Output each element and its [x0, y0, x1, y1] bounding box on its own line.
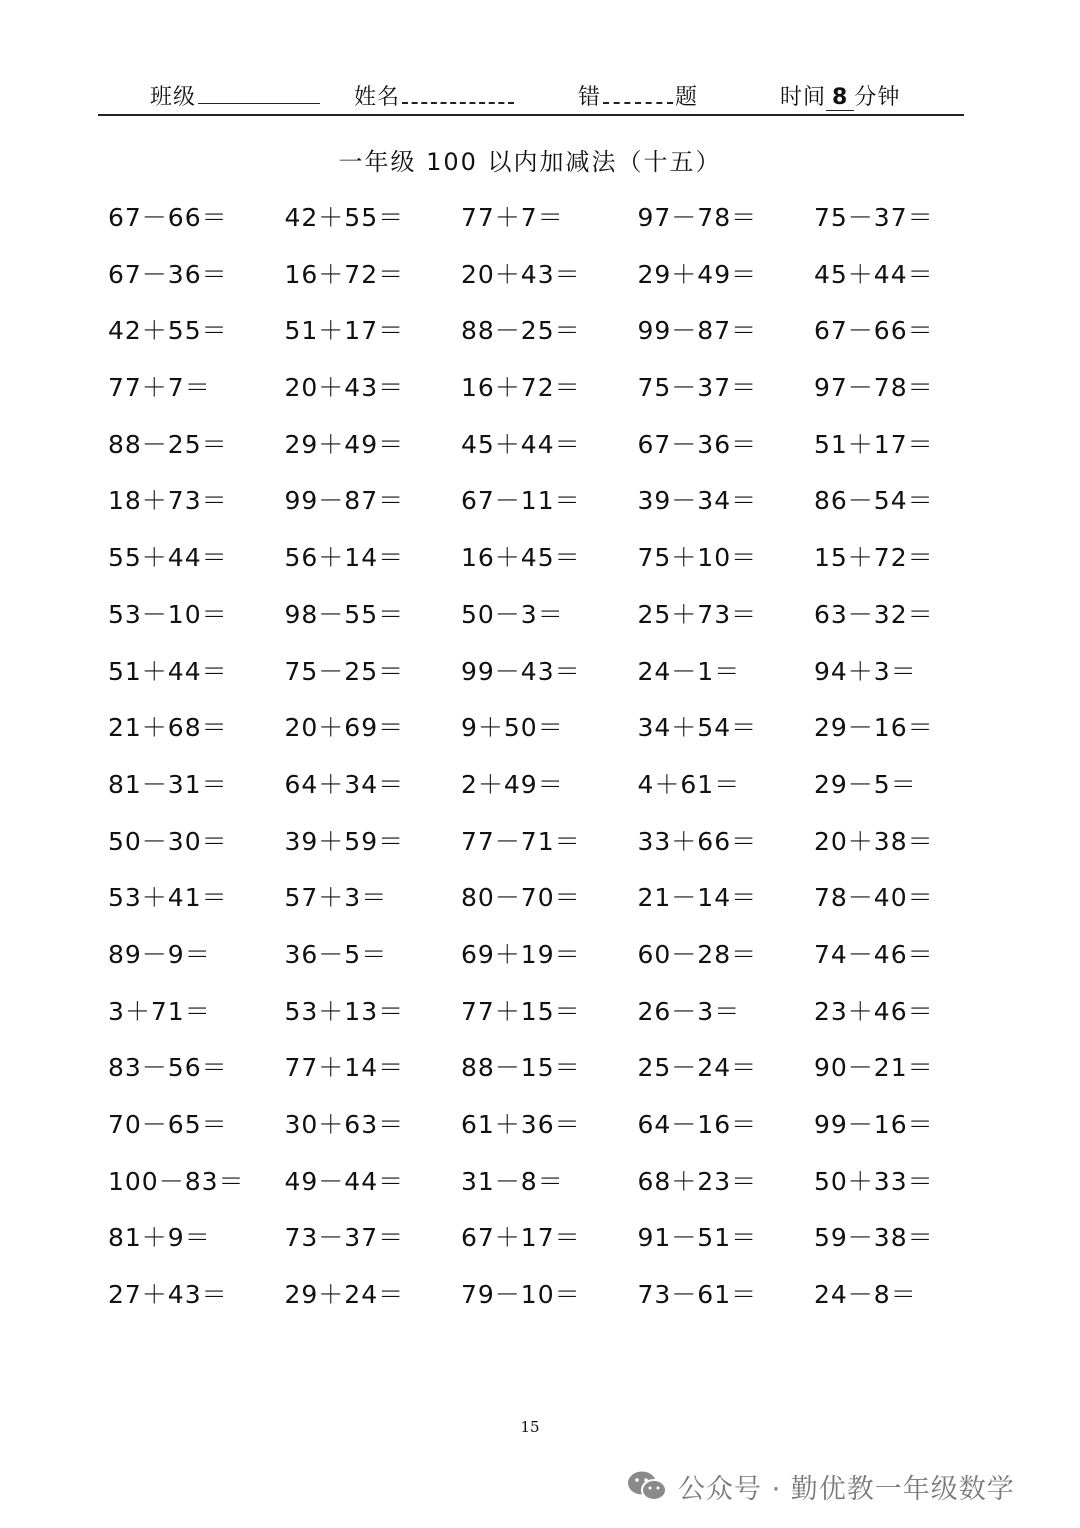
- problem-item: 67－11＝: [461, 486, 581, 516]
- problem-item: 45＋44＝: [814, 259, 934, 289]
- problem-item: 16＋72＝: [284, 259, 405, 289]
- problem-row: [108, 765, 988, 822]
- problem-item: 53＋41＝: [108, 883, 228, 913]
- class-blank: [198, 83, 320, 104]
- problem-item: 31－8＝: [461, 1166, 564, 1196]
- problem-item: 67－66＝: [814, 316, 934, 346]
- problem-item: 60－28＝: [637, 939, 758, 969]
- problem-item: 100－83＝: [108, 1166, 245, 1196]
- problem-item: 78－40＝: [814, 883, 934, 913]
- problem-item: 29＋49＝: [637, 259, 758, 289]
- wrong-blank: [603, 82, 673, 104]
- problem-row: [108, 1105, 988, 1162]
- name-label: 姓名: [354, 85, 401, 110]
- time-label: 时间: [780, 85, 827, 110]
- problem-item: 51＋44＝: [108, 656, 228, 686]
- problem-item: 97－78＝: [814, 373, 934, 403]
- problem-item: 94＋3＝: [814, 656, 917, 686]
- problem-row: [108, 538, 988, 595]
- problem-row: [108, 481, 988, 538]
- problem-item: 91－51＝: [637, 1223, 758, 1253]
- problem-item: 42＋55＝: [284, 203, 405, 232]
- problem-item: 90－21＝: [814, 1053, 934, 1083]
- time-field: [780, 80, 900, 111]
- problem-item: 50－3＝: [461, 599, 564, 629]
- problem-item: 29＋49＝: [284, 429, 405, 459]
- problem-item: 30＋63＝: [284, 1110, 405, 1139]
- problem-row: [108, 708, 988, 765]
- watermark: [626, 1466, 1015, 1506]
- problem-row: [108, 992, 988, 1049]
- problem-grid: [108, 198, 988, 1332]
- problem-row: [108, 878, 988, 935]
- problem-item: 68＋23＝: [637, 1166, 758, 1196]
- problem-item: 67－66＝: [108, 203, 228, 232]
- name-field: [354, 80, 516, 111]
- problem-row: [108, 311, 988, 368]
- problem-item: 45＋44＝: [461, 429, 581, 459]
- problem-item: 99－16＝: [814, 1110, 934, 1139]
- problem-item: 25＋73＝: [637, 599, 758, 629]
- problem-row: [108, 198, 988, 255]
- problem-item: 99－87＝: [284, 486, 405, 516]
- wrong-label: 错: [578, 85, 602, 110]
- problem-item: 74－46＝: [814, 939, 934, 969]
- problem-item: 67－36＝: [108, 259, 228, 289]
- problem-item: 99－43＝: [461, 656, 581, 686]
- question-label: 题: [675, 85, 699, 110]
- problem-item: 50－30＝: [108, 826, 228, 856]
- problem-row: [108, 1218, 988, 1275]
- problem-item: 88－15＝: [461, 1053, 581, 1083]
- problem-item: 33＋66＝: [637, 826, 758, 856]
- problem-item: 27＋43＝: [108, 1280, 228, 1310]
- problem-item: 49－44＝: [284, 1166, 405, 1196]
- problem-item: 20＋69＝: [284, 713, 405, 743]
- class-label: 班级: [150, 85, 197, 110]
- problem-item: 42＋55＝: [108, 316, 228, 346]
- problem-item: 67＋17＝: [461, 1223, 581, 1253]
- name-blank: [402, 82, 514, 104]
- page-number: 15: [520, 1418, 540, 1436]
- problem-item: 20＋38＝: [814, 826, 934, 856]
- problem-item: 16＋45＝: [461, 543, 581, 573]
- problem-item: 29＋24＝: [284, 1280, 405, 1310]
- problem-item: 97－78＝: [637, 203, 758, 232]
- problem-item: 98－55＝: [284, 599, 405, 629]
- problem-item: 67－36＝: [637, 429, 758, 459]
- problem-item: 75－25＝: [284, 656, 405, 686]
- problem-item: 21＋68＝: [108, 713, 228, 743]
- problem-item: 70－65＝: [108, 1110, 228, 1139]
- problem-item: 15＋72＝: [814, 543, 934, 573]
- problem-item: 75－37＝: [637, 373, 758, 403]
- problem-row: [108, 425, 988, 482]
- problem-item: 75－37＝: [814, 203, 934, 232]
- problem-row: [108, 1048, 988, 1105]
- problem-item: 77＋14＝: [284, 1053, 405, 1083]
- problem-item: 23＋46＝: [814, 996, 934, 1026]
- wrong-field: [578, 80, 698, 111]
- problem-item: 29－5＝: [814, 769, 917, 799]
- problem-item: 79－10＝: [461, 1280, 581, 1310]
- problem-item: 51＋17＝: [814, 429, 934, 459]
- problem-item: 24－8＝: [814, 1280, 917, 1310]
- problem-item: 77＋7＝: [108, 373, 211, 403]
- problem-item: 75＋10＝: [637, 543, 758, 573]
- problem-item: 86－54＝: [814, 486, 934, 516]
- problem-item: 59－38＝: [814, 1223, 934, 1253]
- problem-item: 61＋36＝: [461, 1110, 581, 1139]
- problem-item: 73－37＝: [284, 1223, 405, 1253]
- problem-item: 56＋14＝: [284, 543, 405, 573]
- problem-row: [108, 1162, 988, 1219]
- problem-item: 83－56＝: [108, 1053, 228, 1083]
- watermark-text: 公众号 · 勤优教一年级数学: [678, 1473, 1015, 1505]
- problem-item: 73－61＝: [637, 1280, 758, 1310]
- problem-item: 26－3＝: [637, 996, 741, 1026]
- problem-item: 3＋71＝: [108, 996, 211, 1026]
- problem-item: 29－16＝: [814, 713, 934, 743]
- problem-item: 81＋9＝: [108, 1223, 211, 1253]
- problem-row: [108, 255, 988, 312]
- problem-item: 4＋61＝: [637, 769, 741, 799]
- problem-row: [108, 595, 988, 652]
- problem-item: 99－87＝: [637, 316, 758, 346]
- problem-item: 55＋44＝: [108, 543, 228, 573]
- problem-item: 63－32＝: [814, 599, 934, 629]
- problem-item: 64－16＝: [637, 1110, 758, 1139]
- problem-item: 16＋72＝: [461, 373, 581, 403]
- problem-item: 20＋43＝: [461, 259, 581, 289]
- problem-item: 39＋59＝: [284, 826, 405, 856]
- time-value: 8: [826, 85, 854, 111]
- problem-item: 77＋7＝: [461, 203, 564, 232]
- problem-row: [108, 652, 988, 709]
- problem-item: 18＋73＝: [108, 486, 228, 516]
- problem-item: 77－71＝: [461, 826, 581, 856]
- problem-item: 57＋3＝: [284, 883, 388, 913]
- problem-item: 36－5＝: [284, 939, 388, 969]
- wechat-icon: [626, 1469, 668, 1503]
- problem-item: 69＋19＝: [461, 939, 581, 969]
- problem-item: 34＋54＝: [637, 713, 758, 743]
- problem-row: [108, 1275, 988, 1332]
- worksheet-header: [98, 78, 964, 116]
- problem-item: 24－1＝: [637, 656, 741, 686]
- problem-item: 88－25＝: [461, 316, 581, 346]
- problem-item: 53＋13＝: [284, 996, 405, 1026]
- problem-item: 50＋33＝: [814, 1166, 934, 1196]
- problem-row: [108, 368, 988, 425]
- problem-item: 9＋50＝: [461, 713, 564, 743]
- problem-item: 64＋34＝: [284, 769, 405, 799]
- problem-item: 81－31＝: [108, 769, 228, 799]
- problem-item: 20＋43＝: [284, 373, 405, 403]
- problem-item: 53－10＝: [108, 599, 228, 629]
- problem-item: 51＋17＝: [284, 316, 405, 346]
- problem-item: 77＋15＝: [461, 996, 581, 1026]
- time-unit: 分钟: [854, 85, 901, 110]
- problem-item: 89－9＝: [108, 939, 211, 969]
- worksheet-title: 一年级 100 以内加减法（十五）: [338, 148, 722, 176]
- problem-row: [108, 822, 988, 879]
- problem-item: 88－25＝: [108, 429, 228, 459]
- problem-row: [108, 935, 988, 992]
- problem-item: 2＋49＝: [461, 769, 564, 799]
- class-field: [150, 80, 322, 111]
- problem-item: 21－14＝: [637, 883, 758, 913]
- problem-item: 39－34＝: [637, 486, 758, 516]
- problem-item: 25－24＝: [637, 1053, 758, 1083]
- problem-item: 80－70＝: [461, 883, 581, 913]
